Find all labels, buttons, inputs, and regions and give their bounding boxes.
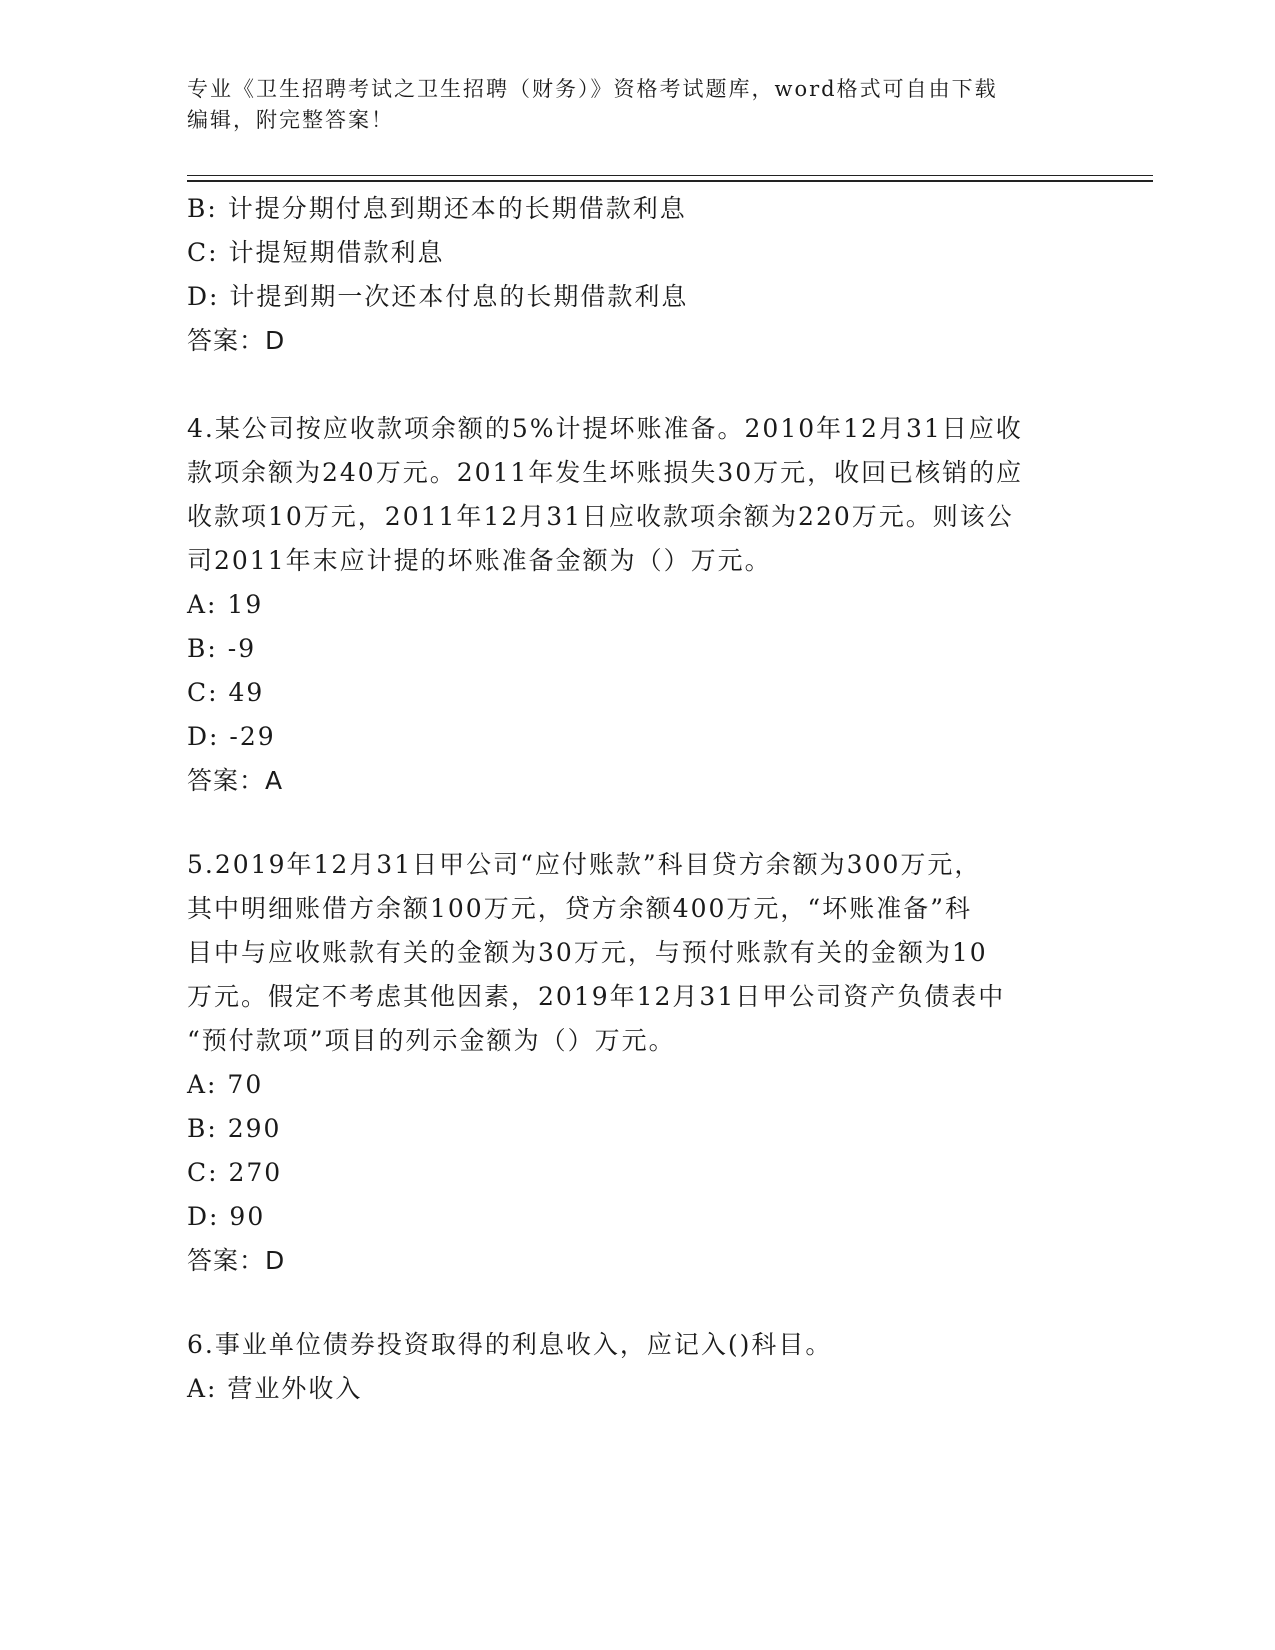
q5-answer: 答案：D [187, 1246, 286, 1275]
q3-option-b: B: 计提分期付息到期还本的长期借款利息 [187, 194, 687, 223]
q5-option-d: D: 90 [187, 1202, 266, 1231]
q4-stem-line-1: 4.某公司按应收款项余额的5%计提坏账准备。2010年12月31日应收 [187, 414, 1023, 443]
q4-option-a: A: 19 [187, 590, 264, 619]
q5-option-a: A: 70 [187, 1070, 264, 1099]
q6-stem-line-1: 6.事业单位债券投资取得的利息收入，应记入()科目。 [187, 1330, 833, 1359]
q4-option-d: D: -29 [187, 722, 276, 751]
q5-option-b: B: 290 [187, 1114, 282, 1143]
header-divider-thin [187, 175, 1153, 176]
q5-option-c: C: 270 [187, 1158, 283, 1187]
q4-option-c: C: 49 [187, 678, 265, 707]
header-divider-thick [187, 180, 1153, 182]
q4-stem-line-2: 款项余额为240万元。2011年发生坏账损失30万元，收回已核销的应 [187, 458, 1024, 487]
q5-stem-line-5: “预付款项”项目的列示金额为（）万元。 [187, 1026, 676, 1055]
q5-stem-line-3: 目中与应收账款有关的金额为30万元，与预付账款有关的金额为10 [187, 938, 988, 967]
q6-option-a: A: 营业外收入 [187, 1374, 363, 1403]
q5-stem-line-2: 其中明细账借方余额100万元，贷方余额400万元，“坏账准备”科 [187, 894, 972, 923]
q3-answer: 答案：D [187, 326, 286, 355]
q4-stem-line-4: 司2011年末应计提的坏账准备金额为（）万元。 [187, 546, 772, 575]
q4-stem-line-3: 收款项10万元，2011年12月31日应收款项余额为220万元。则该公 [187, 502, 1014, 531]
q4-answer: 答案：A [187, 766, 284, 795]
q5-stem-line-4: 万元。假定不考虑其他因素，2019年12月31日甲公司资产负债表中 [187, 982, 1006, 1011]
q5-stem-line-1: 5.2019年12月31日甲公司“应付账款”科目贷方余额为300万元， [187, 850, 982, 879]
q3-option-c: C: 计提短期借款利息 [187, 238, 445, 267]
q4-option-b: B: -9 [187, 634, 257, 663]
header-line-1: 专业《卫生招聘考试之卫生招聘（财务）》资格考试题库，word格式可自由下载 [187, 77, 998, 101]
header-line-2: 编辑，附完整答案！ [187, 108, 394, 132]
q3-option-d: D: 计提到期一次还本付息的长期借款利息 [187, 282, 689, 311]
page-header [187, 74, 1087, 136]
